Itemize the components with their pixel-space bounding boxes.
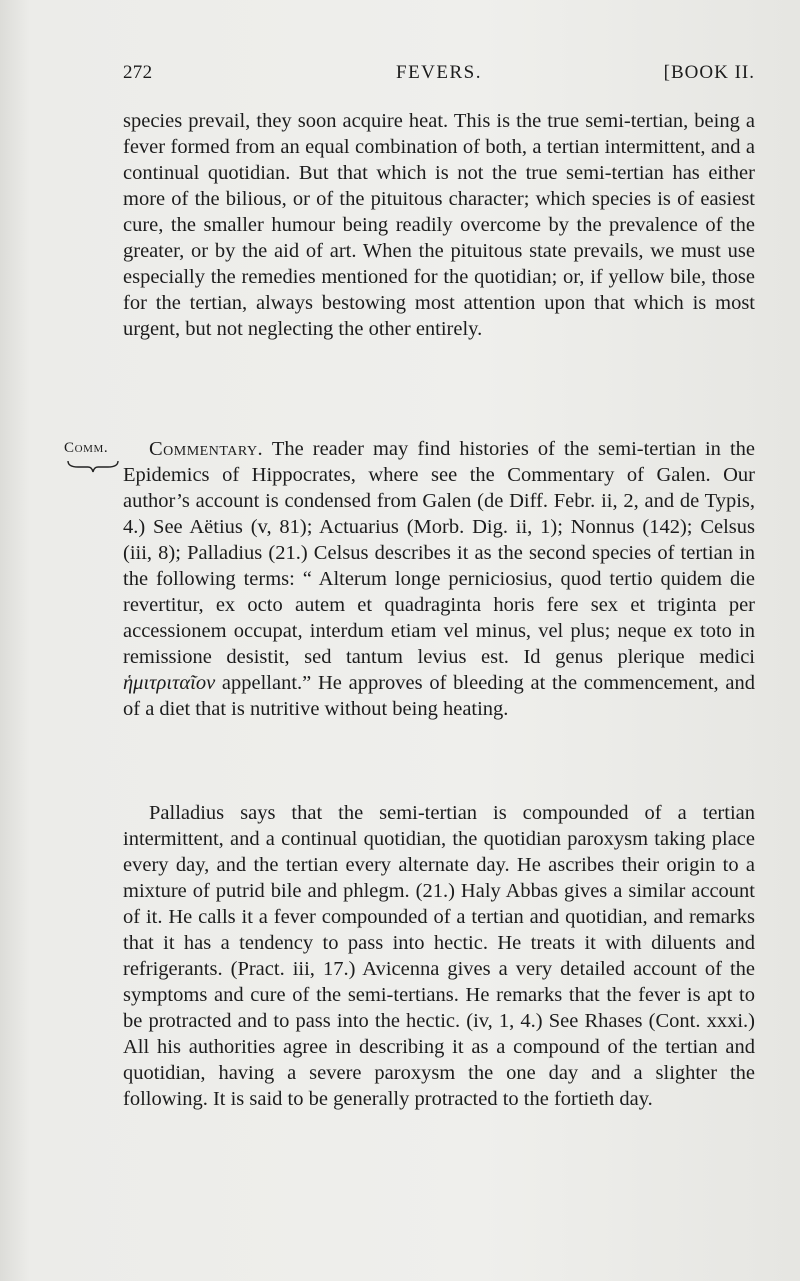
greek-term: ἡμιτριταῖον xyxy=(123,672,216,694)
paragraph-commentary xyxy=(123,436,755,722)
commentary-text-end: appellant.” He approves of bleeding at the commencement, and of a diet that is nutritive without being heating. xyxy=(123,672,755,720)
margin-brace-icon xyxy=(66,459,120,473)
commentary-heading: Commentary. xyxy=(149,438,264,460)
margin-note-comm: Comm. xyxy=(64,440,109,456)
paragraph-semi-tertian: species prevail, they soon acquire heat. This is the true semi-tertian, being a fever formed from an equal combination of both, a tertian intermittent, and a continual quotidian. But that which is not the true semi-tertian has either more of the bilious, or of the pituitous character; which species is of easiest cure, the smaller humour being readily overcome by the prevalence of the greater, or by the aid of art. When the pituitous state prevails, we must use especially the remedies mentioned for the quotidian; or, if yellow bile, those for the tertian, always bestowing most attention upon that which is most urgent, but not neglecting the other entirely. xyxy=(123,110,755,340)
page-number: 272 xyxy=(123,62,153,83)
running-title: FEVERS. xyxy=(396,62,482,83)
paragraph-palladius: Palladius says that the semi-tertian is compounded of a tertian intermittent, and a continual quotidian, the quotidian paroxysm taking place every day, and the tertian every alternate day. He ascribes their origin to a mixture of putrid bile and phlegm. (21.) Haly Abbas gives a similar account of it. He calls it a fever compounded of a tertian and quotidian, and remarks that it has a tendency to pass into hectic. He treats it with diluents and refrigerants. (Pract. iii, 17.) Avicenna gives a very detailed account of the symptoms and cure of the semi-tertians. He remarks that the fever is apt to be protracted and to pass into the hectic. (iv, 1, 4.) See Rhases (Cont. xxxi.) All his authorities agree in describing it as a compound of the tertian and quotidian, having a severe paroxysm the one day and a slighter the following. It is said to be generally protracted to the fortieth day. xyxy=(123,802,755,1110)
book-reference: [BOOK II. xyxy=(663,62,755,83)
commentary-text: The reader may find histories of the semi-tertian in the Epidemics of Hippocrates, where see the Commentary of Galen. Our author’s account is condensed from Galen (de Diff. Febr. ii, 2, and de Typis, 4.) See Aëtius (v, 81); Actuarius (Morb. Dig. ii, 1); Nonnus (142); Celsus (iii, 8); Palladius (21.) Celsus describes it as the second species of tertian in the following terms: “ Alterum longe perniciosius, quod tertio quidem die revertitur, ex octo autem et quadraginta horis fere sex et triginta per accessionem occupat, interdum etiam vel minus, vel plus; neque ex toto in remissione desistit, sed tantum levius est. Id genus plerique medici xyxy=(123,438,755,668)
running-header xyxy=(123,62,755,88)
